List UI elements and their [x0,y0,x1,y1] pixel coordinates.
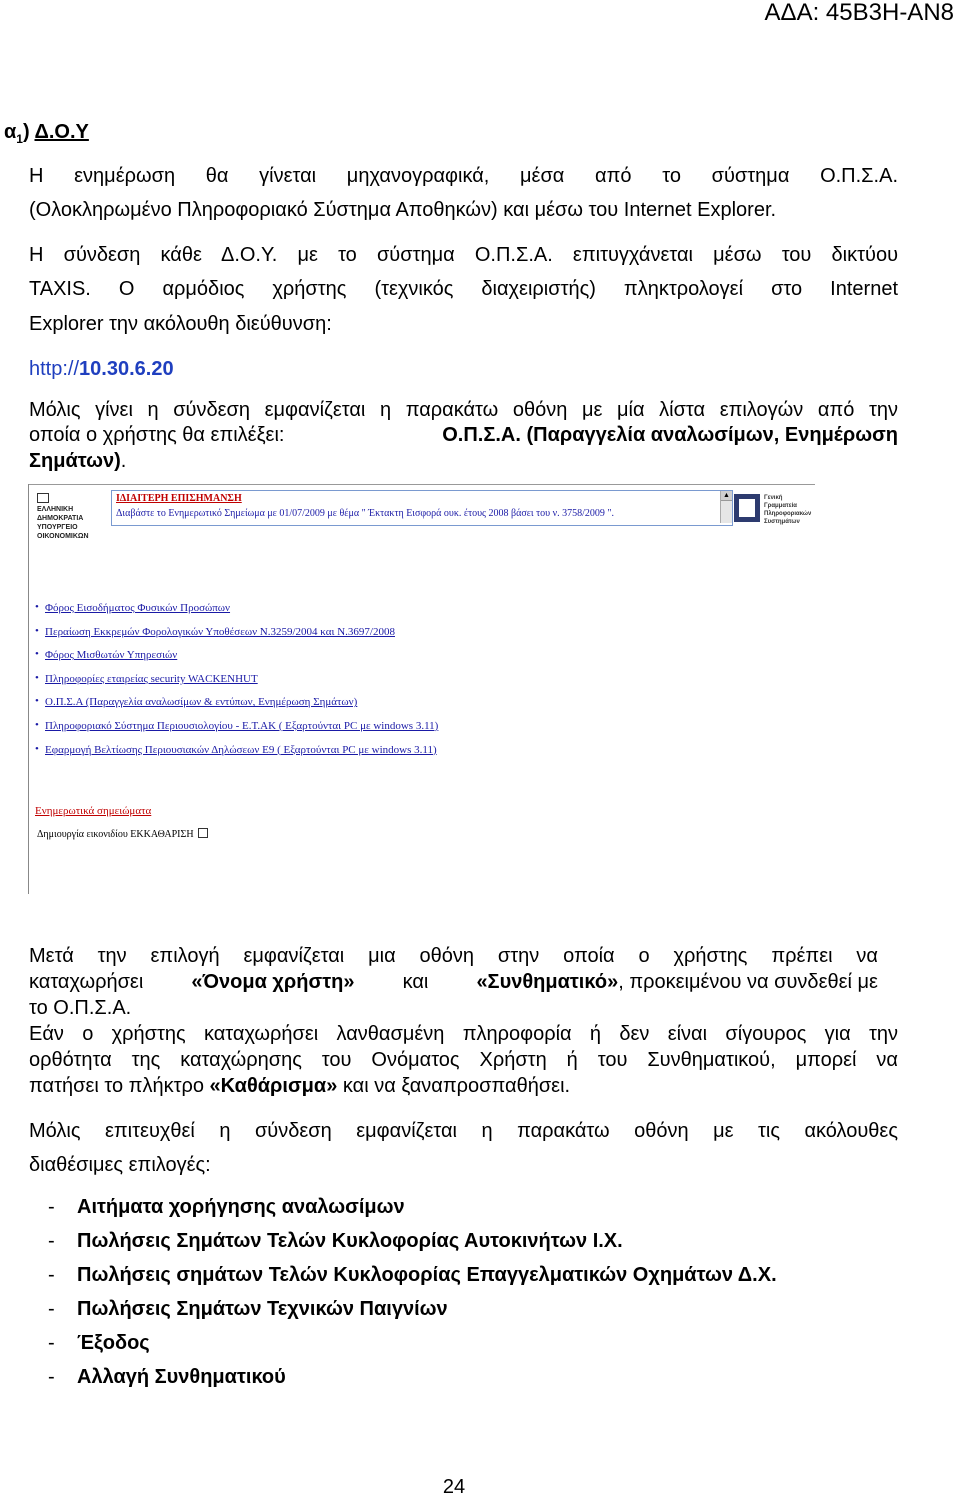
gsis-line: Γραμματεία [764,503,797,509]
gsis-logo [734,490,812,528]
list-item [48,1196,777,1230]
list-item [48,1366,777,1400]
list-item [48,1298,777,1332]
para4-line2-c: και [402,971,429,993]
gsis-line: Συστημάτων [764,519,800,525]
taxis-portal-screenshot [28,484,815,894]
password-label: «Συνθηματικό» [476,971,619,993]
emblem-icon [37,493,49,503]
para2-line2: TAXIS. Ο αρμόδιος χρήστης (τεχνικός διαχειριστής) πληκτρολογεί στο Internet [29,278,898,300]
option-label: Έξοδος [77,1332,150,1354]
gsis-line: Πληροφοριακών [764,511,812,517]
para1-line1: Η ενημέρωση θα γίνεται μηχανογραφικά, μέσα από το σύστημα Ο.Π.Σ.Α. [29,165,898,187]
notice-text[interactable]: Διαβάστε το Ενημερωτικό Σημείωμα με 01/07/2009 με θέμα " Έκτακτη Εισφορά ουκ. έτους 2008 βάσει του ν. 3758/2009 ". [116,508,614,519]
para5-line3 [29,1073,570,1099]
para3-line3 [29,448,126,474]
list-dash: - [48,1264,55,1286]
menu-link-security[interactable]: • Πληροφορίες εταιρείας security WACKENHUT [35,673,438,697]
para4-line2-e: , προκειμένου να συνδεθεί με [618,971,878,993]
gsis-line: Γενική [764,495,783,501]
logo-line: ΟΙΚΟΝΟΜΙΚΩΝ [37,533,89,540]
para4-line3: το Ο.Π.Σ.Α. [29,997,132,1019]
url-host: 10.30.6.20 [79,358,174,380]
option-label: Αιτήματα χορήγησης αναλωσίμων [77,1196,405,1218]
notice-title: ΙΔΙΑΙΤΕΡΗ ΕΠΙΣΗΜΑΝΣΗ [116,493,242,504]
para2-line3: Explorer την ακόλουθη διεύθυνση: [29,313,332,335]
screenshot-top-border [29,484,815,485]
para3-line3-bold: Σημάτων) [29,450,121,472]
list-dash: - [48,1332,55,1354]
menu-link-e9[interactable]: • Εφαρμογή Βελτίωσης Περιουσιακών Δηλώσεων Ε9 ( Εξαρτούνται PC με windows 3.11) [35,744,438,768]
para3-line2-bold: Ο.Π.Σ.Α. (Παραγγελία αναλωσίμων, Ενημέρωση [442,424,898,446]
para6-line2: διαθέσιμες επιλογές: [29,1154,211,1176]
section-heading [4,119,89,152]
page-number: 24 [442,1476,466,1498]
para5-line1: Εάν ο χρήστης καταχωρήσει λανθασμένη πληροφορία ή δεν είναι σίγουρος για την [29,1023,898,1045]
para5-line2: ορθότητα της καταχώρησης του Ονόματος Χρήστη ή του Συνθηματικού, μπορεί να [29,1049,898,1071]
username-label: «Όνομα χρήστη» [191,971,355,993]
ministry-logo [37,493,97,541]
section-subscript: 1 [16,132,23,146]
list-item [48,1230,777,1264]
portal-menu [35,602,438,767]
gsis-mark-icon [734,494,760,522]
para2-line1: Η σύνδεση κάθε Δ.Ο.Υ. με το σύστημα Ο.Π.Σ.Α. επιτυγχάνεται μέσω του δικτύου [29,244,898,266]
logo-line: ΥΠΟΥΡΓΕΙΟ [37,524,78,531]
notice-scrollbar[interactable] [720,491,732,523]
server-url[interactable] [29,356,174,382]
create-icon-checkbox[interactable] [198,828,208,838]
scroll-up-icon[interactable]: ▲ [721,491,732,501]
section-suffix: ) [22,121,30,143]
para4-line2-a: καταχωρήσει [29,971,144,993]
logo-line: ΔΗΜΟΚΡΑΤΙΑ [37,515,84,522]
option-label: Πωλήσεις Σημάτων Τεχνικών Παιγνίων [77,1298,448,1320]
gsis-text [764,494,811,526]
list-dash: - [48,1230,55,1252]
logo-line: ΕΛΛΗΝΙΚΗ [37,506,74,513]
menu-link-opsa[interactable]: • Ο.Π.Σ.Α (Παραγγελία αναλωσίμων & εντύπων, Ενημέρωση Σημάτων) [35,696,438,720]
para6-line1: Μόλις επιτευχθεί η σύνδεση εμφανίζεται η παρακάτω οθόνη με τις ακόλουθες [29,1120,898,1142]
para5-line3-a: πατήσει το πλήκτρο [29,1075,204,1097]
menu-link-settlement[interactable]: • Περαίωση Εκκρεμών Φορολογικών Υποθέσεων Ν.3259/2004 και Ν.3697/2008 [35,626,438,650]
menu-link-income-tax[interactable]: • Φόρος Εισοδήματος Φυσικών Προσώπων [35,602,438,626]
section-title: Δ.Ο.Υ [34,121,89,143]
list-dash: - [48,1298,55,1320]
ada-header: ΑΔΑ: 45Β3Η-ΑΝ8 [764,0,954,26]
option-label: Πωλήσεις σημάτων Τελών Κυκλοφορίας Επαγγελματικών Οχημάτων Δ.Χ. [77,1264,777,1286]
list-dash: - [48,1366,55,1388]
list-item [48,1264,777,1298]
url-scheme: http:// [29,358,80,380]
para4-line1: Μετά την επιλογή εμφανίζεται μια οθόνη στην οποία ο χρήστης πρέπει να [29,945,878,967]
list-item [48,1332,777,1366]
options-list [48,1196,777,1400]
para4-line2 [29,969,878,995]
create-icon-label: Δημιουργία εικονιδίου ΕΚΚΑΘΑΡΙΣΗ [37,829,194,840]
option-label: Πωλήσεις Σημάτων Τελών Κυκλοφορίας Αυτοκινήτων Ι.Χ. [77,1230,623,1252]
notice-frame[interactable] [111,490,733,526]
menu-link-payroll-tax[interactable]: • Φόρος Μισθωτών Υπηρεσιών [35,649,438,673]
create-icon-option[interactable] [37,828,208,840]
list-dash: - [48,1196,55,1218]
clear-button-label: «Καθάρισμα» [209,1075,338,1097]
para3-line2 [29,422,898,448]
para3-line2-text: οποία ο χρήστης θα επιλέξει: [29,424,285,446]
news-link[interactable]: Ενημερωτικά σημειώματα [35,805,152,817]
para3-line3-end: . [120,450,127,472]
menu-link-etak[interactable]: • Πληροφοριακό Σύστημα Περιουσιολογίου - Ε.Τ.ΑΚ ( Εξαρτούνται PC με windows 3.11) [35,720,438,744]
section-prefix: α [4,121,17,143]
para3-line1: Μόλις γίνει η σύνδεση εμφανίζεται η παρακάτω οθόνη με μία λίστα επιλογών από την [29,399,898,421]
para1-line2: (Ολοκληρωμένο Πληροφοριακό Σύστημα Αποθηκών) και μέσω του Internet Explorer. [29,199,777,221]
para5-line3-c: και να ξαναπροσπαθήσει. [342,1075,571,1097]
option-label: Αλλαγή Συνθηματικού [77,1366,286,1388]
